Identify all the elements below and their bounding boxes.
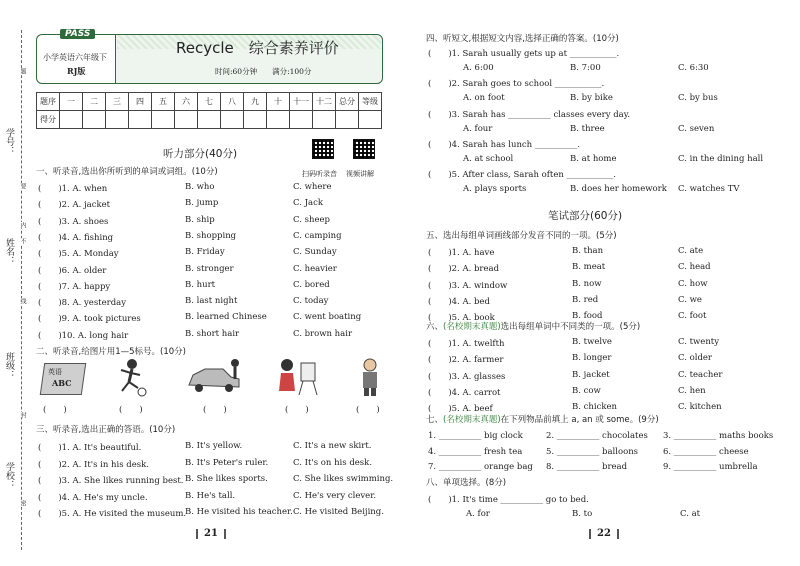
fill-blank[interactable]: 5. __________ balloons (546, 446, 639, 457)
score-header-cell: 七 (198, 93, 221, 111)
option[interactable]: C. hen (678, 385, 706, 396)
score-cell[interactable] (313, 111, 336, 129)
option[interactable]: C. in the dining hall (678, 153, 764, 164)
option[interactable]: B. short hair (185, 328, 240, 339)
question-option[interactable]: ( )5. A. book (428, 313, 495, 324)
question-option[interactable]: ( )1. A. It's beautiful. (38, 443, 142, 453)
option[interactable]: C. He's very clever. (293, 490, 377, 501)
question-option[interactable]: ( )2. A. It's in his desk. (38, 459, 149, 470)
score-cell[interactable] (359, 111, 382, 129)
question-option[interactable]: ( )5. A. beef (428, 404, 493, 415)
option[interactable]: B. twelve (572, 337, 612, 347)
option[interactable]: C. kitchen (678, 402, 722, 413)
score-cell[interactable] (198, 111, 221, 129)
option[interactable]: C. sheep (293, 214, 330, 225)
score-cell[interactable] (60, 111, 83, 129)
option[interactable]: B. red (572, 294, 599, 305)
score-cell[interactable] (175, 111, 198, 129)
option[interactable]: A. on foot (463, 93, 505, 104)
question-stem: ( )1. Sarah usually gets up at ___________. (428, 49, 620, 59)
question-option[interactable]: ( )7. A. happy (38, 281, 111, 292)
question-option[interactable]: ( )3. A. window (428, 280, 508, 291)
fill-blank[interactable]: 6. __________ cheese (663, 446, 749, 457)
option[interactable]: C. at (680, 509, 701, 519)
option[interactable]: C. 6:30 (678, 63, 709, 73)
class-label: 班级： (4, 352, 14, 379)
question-option[interactable]: ( )4. A. fishing (38, 232, 114, 243)
option[interactable]: C. we (678, 294, 702, 305)
page-number-right: 22 (583, 528, 625, 539)
answer-bracket[interactable]: ( ) (119, 405, 143, 415)
question-option[interactable]: ( )4. A. He's my uncle. (38, 492, 148, 503)
option[interactable]: B. does her homework (570, 184, 667, 195)
option[interactable]: C. head (678, 262, 711, 273)
option[interactable]: B. She likes sports. (185, 474, 268, 484)
option[interactable]: C. It's a new skirt. (293, 441, 372, 451)
option[interactable]: B. 7:00 (570, 63, 601, 73)
cut-line (21, 30, 22, 550)
grade-text: 小学英语六年级下 (43, 53, 107, 62)
option[interactable]: C. She likes swimming. (293, 474, 394, 484)
question-stem: ( )1. It's time __________ go to bed. (428, 495, 589, 505)
option[interactable]: B. stronger (185, 263, 234, 274)
option[interactable]: B. He visited his teacher. (185, 507, 293, 517)
option[interactable]: C. by bus (678, 93, 718, 104)
question-option[interactable]: ( )3. A. She likes running best. (38, 476, 184, 486)
option[interactable]: A. 6:00 (463, 63, 494, 73)
option[interactable]: B. chicken (572, 402, 618, 413)
option[interactable]: B. longer (572, 353, 612, 364)
student-number-label: 学号： (4, 128, 14, 155)
score-header-cell: 十二 (313, 93, 336, 111)
option[interactable]: C. ate (678, 246, 704, 256)
option[interactable]: B. by bike (570, 93, 613, 104)
option[interactable]: B. at home (570, 153, 617, 164)
score-cell[interactable] (267, 111, 290, 129)
score-header-cell: 四 (129, 93, 152, 111)
binding-mark: 线 (19, 298, 26, 304)
section-3-title: 三、听录音,选出正确的答语。(10分) (36, 425, 176, 435)
option[interactable]: B. meat (572, 262, 606, 273)
binding-margin (0, 0, 30, 566)
section-4-title: 四、听短文,根据短文内容,选择正确的答案。(10分) (426, 34, 619, 44)
old-man-picture (355, 357, 385, 397)
page-title: Recycle 综合素养评价 (176, 39, 339, 57)
pass-logo: PASS (60, 29, 95, 39)
option[interactable]: B. hurt (185, 279, 216, 290)
option[interactable]: B. now (572, 278, 602, 289)
score-cell[interactable] (106, 111, 129, 129)
option[interactable]: B. jacket (572, 369, 610, 380)
option[interactable]: A. four (463, 123, 493, 134)
score-header-cell: 三 (106, 93, 129, 111)
school-label: 学校： (4, 462, 14, 489)
score-cell[interactable] (244, 111, 267, 129)
score-header-cell: 一 (60, 93, 83, 111)
listening-title: 听力部分(40分) (163, 148, 238, 160)
option[interactable]: C. camping (293, 230, 342, 241)
option[interactable]: C. Sunday (293, 247, 337, 258)
score-header-cell: 二 (83, 93, 106, 111)
name-label: 姓名： (4, 238, 14, 265)
score-header-cell: 等级 (359, 93, 382, 111)
section-8-title: 八、单项选择。(8分) (426, 478, 507, 488)
section-2-title: 二、听录音,给图片用1—5标号。(10分) (36, 347, 186, 357)
option[interactable]: B. He's tall. (185, 490, 236, 501)
score-cell[interactable] (336, 111, 359, 129)
qr-code-icon[interactable] (312, 139, 334, 159)
option[interactable]: C. seven (678, 123, 715, 134)
score-header-cell: 八 (221, 93, 244, 111)
score-cell[interactable] (83, 111, 106, 129)
time-score: 时间:60分钟 满分:100分 (215, 67, 312, 76)
section-1-title: 一、听录音,选出你所听到的单词或词组。(10分) (36, 167, 218, 177)
option[interactable]: A. at school (463, 153, 514, 164)
qr-label: 扫码听录音 (302, 170, 337, 178)
option[interactable]: B. three (570, 123, 605, 134)
option[interactable]: C. brown hair (293, 328, 353, 339)
score-header-cell: 五 (152, 93, 175, 111)
score-cell[interactable] (290, 111, 313, 129)
score-cell[interactable] (221, 111, 244, 129)
question-option[interactable]: ( )8. A. yesterday (38, 298, 127, 309)
score-header-cell: 题序 (37, 93, 60, 111)
option[interactable]: B. to (572, 509, 593, 519)
score-header-cell: 总分 (336, 93, 359, 111)
binding-mark: 题 (19, 68, 26, 74)
fill-blank[interactable]: 9. __________ umbrella (663, 462, 758, 472)
question-option[interactable]: ( )1. A. when (38, 184, 108, 194)
option[interactable]: C. foot (678, 311, 707, 322)
option[interactable]: B. Friday (185, 247, 225, 258)
option[interactable]: B. last night (185, 296, 238, 307)
man-washing-car-picture (185, 357, 245, 397)
answer-bracket[interactable]: ( ) (356, 405, 380, 415)
edition-text: RJ版 (67, 66, 86, 76)
question-option[interactable]: ( )9. A. took pictures (38, 314, 141, 325)
question-option[interactable]: ( )5. A. Monday (38, 249, 119, 260)
option[interactable]: B. It's yellow. (185, 441, 243, 451)
option[interactable]: C. teacher (678, 369, 723, 380)
section-7-title: 七、(名校期末真题)在下列物品前填上 a, an 或 some。(9分) (426, 415, 659, 425)
book-text: 英语 (48, 368, 62, 376)
option[interactable]: C. heavier (293, 263, 337, 274)
question-option[interactable]: ( )1. A. twelfth (428, 339, 505, 349)
option[interactable]: C. He visited Beijing. (293, 507, 384, 517)
option[interactable]: C. twenty (678, 337, 720, 347)
option[interactable]: B. jump (185, 198, 219, 209)
question-option[interactable]: ( )3. A. shoes (38, 216, 109, 227)
answer-bracket[interactable]: ( ) (203, 405, 227, 415)
girl-painting-picture (275, 357, 320, 397)
question-option[interactable]: ( )1. A. have (428, 248, 495, 258)
question-option[interactable]: ( )4. A. bed (428, 296, 490, 307)
option[interactable]: C. today (293, 296, 329, 307)
boy-playing-football-picture (112, 357, 152, 397)
option[interactable]: C. bored (293, 279, 330, 290)
option[interactable]: B. It's Peter's ruler. (185, 457, 269, 468)
writing-title: 笔试部分(60分) (548, 210, 623, 222)
book-picture (40, 357, 84, 397)
fill-blank[interactable]: 1. __________ big clock (428, 431, 523, 441)
fill-blank[interactable]: 8. __________ bread (546, 462, 628, 472)
binding-mark: 不 (19, 238, 26, 244)
option[interactable]: C. It's on his desk. (293, 457, 373, 468)
score-cell[interactable] (129, 111, 152, 129)
section-6-title: 六、(名校期末真题)选出每组单词中不同类的一项。(5分) (426, 322, 641, 332)
binding-mark: 密 (19, 500, 26, 506)
option[interactable]: C. watches TV (678, 184, 740, 195)
option[interactable]: C. where (293, 182, 332, 192)
qr-code-icon[interactable] (353, 139, 375, 159)
answer-bracket[interactable]: ( ) (43, 405, 67, 415)
option[interactable]: B. food (572, 311, 603, 322)
option[interactable]: B. learned Chinese (185, 312, 267, 323)
option[interactable]: C. how (678, 278, 708, 289)
score-header-cell: 六 (175, 93, 198, 111)
question-stem: ( )4. Sarah has lunch __________. (428, 139, 581, 150)
page-number-left: 21 (190, 528, 232, 539)
grade-cell (37, 35, 116, 83)
question-option[interactable]: ( )2. A. farmer (428, 355, 504, 366)
option[interactable]: B. shopping (185, 230, 237, 241)
question-stem: ( )5. After class, Sarah often ___________. (428, 170, 617, 181)
question-option[interactable]: ( )10. A. long hair (38, 330, 129, 341)
binding-mark: 封 (19, 412, 26, 418)
question-option[interactable]: ( )4. A. carrot (428, 387, 501, 398)
binding-mark: 要 (19, 183, 26, 189)
option[interactable]: C. Jack (293, 198, 323, 209)
option[interactable]: B. cow (572, 385, 601, 396)
score-table (36, 92, 382, 129)
fill-blank[interactable]: 7. __________ orange bag (428, 462, 533, 472)
question-option[interactable]: ( )2. A. bread (428, 264, 500, 275)
question-option[interactable]: ( )6. A. older (38, 265, 107, 276)
book-text: ABC (52, 378, 72, 388)
option[interactable]: B. than (572, 246, 604, 256)
binding-mark: 内 (19, 222, 26, 228)
fill-blank[interactable]: 2. __________ chocolates (546, 431, 648, 441)
fill-blank[interactable]: 4. __________ fresh tea (428, 446, 523, 457)
question-option[interactable]: ( )5. A. He visited the museum. (38, 509, 187, 519)
option[interactable]: B. who (185, 182, 215, 192)
option[interactable]: A. for (466, 509, 490, 519)
fill-blank[interactable]: 3. __________ maths books (663, 431, 774, 441)
option[interactable]: C. went boating (293, 312, 362, 323)
score-header-cell: 十一 (290, 93, 313, 111)
question-option[interactable]: ( )2. A. jacket (38, 200, 111, 211)
option[interactable]: B. ship (185, 214, 215, 225)
score-header-cell: 十 (267, 93, 290, 111)
section-5-title: 五、选出每组单词画线部分发音不同的一项。(5分) (426, 231, 617, 241)
question-stem: ( )2. Sarah goes to school ___________. (428, 79, 605, 90)
option[interactable]: A. plays sports (463, 184, 527, 195)
qr-label: 视频讲解 (346, 170, 374, 178)
question-stem: ( )3. Sarah has __________ classes every day. (428, 109, 631, 120)
question-option[interactable]: ( )3. A. glasses (428, 371, 506, 382)
option[interactable]: C. older (678, 353, 712, 364)
score-cell[interactable] (152, 111, 175, 129)
score-label-cell: 得分 (37, 111, 60, 129)
answer-bracket[interactable]: ( ) (285, 405, 309, 415)
score-header-cell: 九 (244, 93, 267, 111)
